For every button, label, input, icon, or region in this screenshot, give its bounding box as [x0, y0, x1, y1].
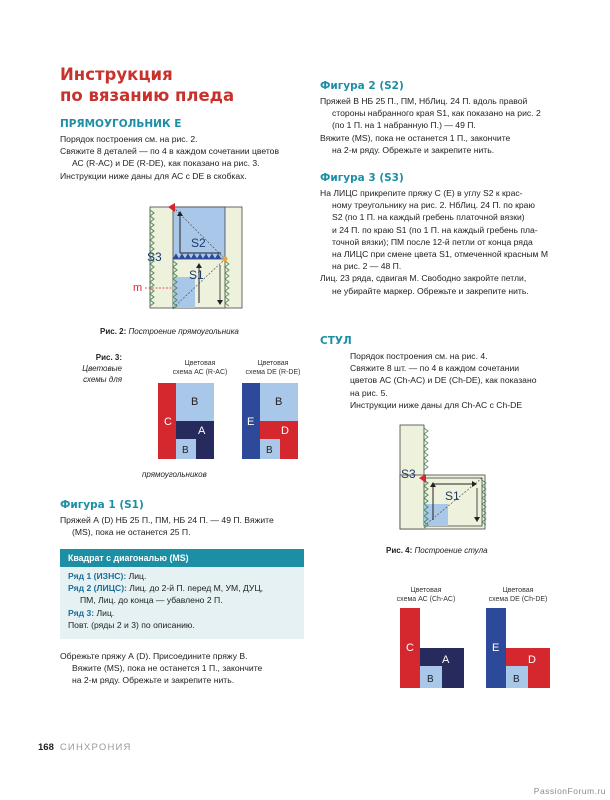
fig2-caption — [100, 327, 239, 336]
swatch-d-bottom — [280, 439, 298, 459]
chair-scheme-ac-label-line: Цветовая — [410, 587, 442, 594]
chair-letter-b: B — [427, 674, 434, 685]
figure2-heading: Фигура 2 (S2) — [320, 80, 404, 92]
figure3-line: ному треугольнику на рис. 2. НбЛиц. 24 П. по краю — [332, 200, 535, 211]
label-marker-m: m — [133, 282, 143, 294]
ms-instruction-box — [60, 549, 304, 639]
figure3-line: не убирайте маркер. Обрежьте и закрепите нить. — [332, 285, 529, 296]
label-s2: S2 — [191, 236, 206, 250]
scheme-ac-swatch — [158, 383, 218, 461]
ms-box-heading: Квадрат с диагональю (МS) — [60, 549, 304, 567]
ms-row3-label: Ряд 3: — [68, 607, 95, 618]
page-title — [60, 64, 234, 106]
ms-row2-text-cont: ПМ, Лиц. до конца — убавлено 2 П. — [80, 595, 223, 606]
chair-scheme-ac-label-line: схема АС (Ch-AC) — [396, 596, 456, 603]
scheme-de-label — [238, 359, 308, 377]
rect-construction-diagram — [125, 195, 255, 325]
letter-b-small: B — [182, 445, 189, 456]
ms-box-body — [60, 567, 304, 634]
chair-scheme-de-label-line: схема DE (Ch-DE) — [488, 596, 548, 603]
ms-row2-label: Ряд 2 (ЛИЦС): — [68, 583, 127, 594]
figure3-line: точной вязки); ПМ после 12-й петли от конца ряда — [332, 236, 533, 247]
chair-label-s1: S1 — [445, 489, 460, 503]
figure3-line: На ЛИЦС прикрепите пряжу С (Е) в углу S2 к крас- — [320, 188, 523, 198]
figure3-text — [320, 187, 578, 297]
letter-d: D — [281, 425, 289, 437]
ms-row1-label: Ряд 1 (ИЗНС): — [68, 571, 127, 581]
chair-back-ridges — [424, 428, 428, 470]
rect-e-line: Инструкции ниже даны для АС с DE в скобках. — [60, 170, 247, 181]
figure3-line: S2 (по 1 П. на каждый гребень платочной вязки) — [332, 212, 525, 223]
swatch-a-bottom — [196, 439, 214, 459]
rect-e-line: АС (R-AC) и DE (R-DE), как показано на рис. 3. — [72, 158, 260, 169]
figure1-line: (МS), пока не останется 25 П. — [72, 527, 191, 538]
figure1-heading: Фигура 1 (S1) — [60, 499, 144, 511]
magazine-section: СИНХРОНИЯ — [59, 742, 132, 753]
figure2-line: стороны набранного края S1, как показано на рис. 2 — [332, 108, 541, 119]
rect-e-text — [60, 133, 310, 182]
letter-e: E — [247, 416, 255, 428]
fig2-caption-text: Построение прямоугольника — [128, 327, 239, 336]
ms-row3-text: Лиц. — [94, 607, 115, 618]
page-number: 168 — [38, 742, 54, 753]
scheme-de-swatch — [242, 383, 302, 461]
label-s3: S3 — [147, 250, 162, 264]
chair-line: на рис. 5. — [350, 387, 388, 398]
corner-dot — [223, 257, 228, 262]
chair-letter-c: C — [406, 642, 414, 654]
fig4-caption-number: Рис. 4: — [386, 546, 413, 555]
scheme-ac-label-line: Цветовая — [184, 360, 216, 367]
ms-row2-text: Лиц. до 2-й П. перед М, УМ, ДУЦ, — [126, 583, 264, 594]
scheme-de-label-line: Цветовая — [257, 360, 289, 367]
page-title-line-1: Инструкция — [60, 65, 173, 84]
chair-letter-a: A — [442, 654, 450, 666]
after-box-line: на 2-м ряду. Обрежьте и закрепите нить. — [72, 675, 235, 686]
page-title-line-2: по вязанию пледа — [60, 86, 235, 105]
scheme-de-label-line: схема DE (R-DE) — [245, 369, 301, 376]
figure3-line: на ЛИЦС при смене цвета S1, отмеченной красным М — [332, 249, 549, 260]
letter-c: C — [164, 416, 172, 428]
chair-letter-e: E — [492, 642, 500, 654]
letter-b: B — [191, 396, 199, 408]
figure3-heading: Фигура 3 (S3) — [320, 172, 404, 184]
chair-construction-diagram — [395, 420, 495, 540]
chair-letter-d: D — [528, 654, 536, 666]
chair-text — [350, 350, 580, 411]
chair-letter-b: B — [513, 674, 520, 685]
scheme-ac-label-line: схема АС (R-AC) — [172, 369, 228, 376]
chair-heading: СТУЛ — [320, 335, 352, 347]
swatch-a — [176, 421, 214, 439]
fig3-caption-line: Цветовые — [82, 364, 122, 373]
letter-b: B — [275, 396, 283, 408]
after-box-text — [60, 650, 310, 687]
figure3-line: Лиц. 23 ряда, сдвигая М. Свободно закройте петли, — [320, 273, 527, 284]
fig2-caption-number: Рис. 2: — [100, 327, 127, 336]
watermark: PassionForum.ru — [533, 786, 606, 796]
chair-line: цветов АС (Ch-AC) и DE (Ch-DE), как показано — [350, 375, 537, 386]
chair-scheme-de-label-line: Цветовая — [502, 587, 534, 594]
figure3-line: на рис. 2 — 48 П. — [332, 261, 402, 272]
figure2-line: (по 1 П. на 1 набранную П.) — 49 П. — [332, 120, 476, 131]
figure2-line: на 2-м ряду. Обрежьте и закрепите нить. — [332, 144, 495, 155]
rect-e-heading: ПРЯМОУГОЛЬНИК Е — [60, 118, 182, 130]
page-footer — [38, 742, 132, 753]
after-box-line: Обрежьте пряжу А (D). Присоедините пряжу В. — [60, 651, 248, 661]
chair-scheme-de-label — [480, 586, 556, 604]
fig3-caption-number: Рис. 3: — [95, 353, 122, 362]
ms-repeat-text: Повт. (ряды 2 и 3) по описанию. — [68, 619, 195, 630]
figure3-line: и 24 П. по краю S1 (по 1 П. на каждый гребень пла- — [332, 224, 538, 235]
fig3-caption — [62, 352, 122, 385]
chair-line: Порядок построения см. на рис. 4. — [350, 351, 488, 361]
figure2-line: Пряжей В НБ 25 П., ПМ, НбЛиц. 24 П. вдоль правой — [320, 96, 528, 106]
chair-label-s3: S3 — [401, 467, 416, 481]
rect-e-line: Свяжите 8 деталей — по 4 в каждом сочетании цветов — [60, 146, 280, 157]
figure1-text — [60, 514, 310, 538]
after-box-line: Вяжите (МS), пока не останется 1 П., закончите — [72, 663, 263, 674]
chair-scheme-ac-label — [388, 586, 464, 604]
fig3-caption-end: прямоугольников — [142, 470, 207, 479]
label-s1: S1 — [189, 268, 204, 282]
fig4-caption-text: Построение стула — [414, 546, 488, 555]
letter-a: A — [198, 425, 206, 437]
figure2-line: Вяжите (МS), пока не останется 1 П., закончите — [320, 132, 511, 143]
figure1-line: Пряжей А (D) НБ 25 П., ПМ, НБ 24 П. — 49 П. Вяжите — [60, 515, 274, 525]
figure2-text — [320, 95, 575, 156]
fig4-caption — [386, 546, 488, 555]
chair-line: Инструкции ниже даны для Ch-AC с Ch-DE — [350, 399, 523, 410]
letter-b-small: B — [266, 445, 273, 456]
scheme-ac-label — [158, 359, 242, 377]
chair-line: Свяжите 8 шт. — по 4 в каждом сочетании — [350, 363, 520, 374]
chair-scheme-ac-swatch — [400, 608, 465, 690]
fig3-caption-line: схемы для — [83, 375, 122, 384]
ms-row1-text: Лиц. — [126, 571, 147, 581]
chair-scheme-de-swatch — [486, 608, 551, 690]
swatch-d — [260, 421, 298, 439]
rect-e-line: Порядок построения см. на рис. 2. — [60, 134, 198, 144]
